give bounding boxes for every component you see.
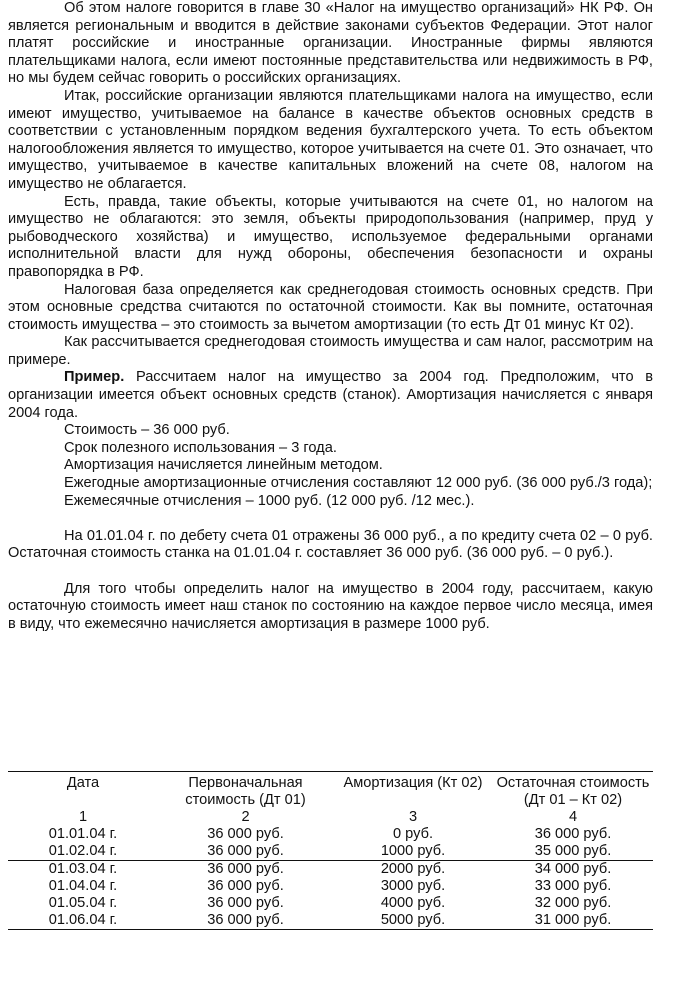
- table-row: [8, 861, 653, 879]
- cell-initial-cost: 36 000 руб.: [158, 912, 333, 930]
- example-label: Пример.: [64, 369, 125, 386]
- paragraph-exemptions: Есть, правда, такие объекты, которые учитываются на счете 01, но налогом на имущество не облагаются: это земля, объекты природопользования (например, пруд у рыбоводческого хозяйства) и имущество, используемое федеральными органами исполнительной власти для нужд обороны, обеспечения безопасности и охраны правопорядка в РФ.: [8, 193, 653, 280]
- cell-initial-cost: 36 000 руб.: [207, 878, 284, 894]
- document-body: [8, 0, 653, 633]
- cell-initial-cost: 36 000 руб.: [207, 843, 284, 859]
- spacer: [8, 510, 653, 528]
- depreciation-table: [8, 771, 653, 930]
- cell-depreciation: 4000 руб.: [380, 895, 446, 911]
- example-life-line: Срок полезного использования – 3 года.: [64, 439, 337, 456]
- paragraph-taxpayers: Итак, российские организации являются плательщиками налога на имущество, если имеют имущество, учитываемое на балансе в качестве объектов основных средств в соответствии с установленным порядком ведения бухгалтерского учета. То есть объектом налогообложения является то имущество, которое учитывается на счете 01. Это означает, что имущество, учитываемое в качестве капитальных вложений на счете 08, налогом на имущество не облагается.: [8, 87, 653, 192]
- cell-depreciation: 1000 руб.: [380, 843, 446, 859]
- cell-depreciation: 5000 руб.: [333, 912, 493, 930]
- paragraph-tax-base: Налоговая база определяется как среднегодовая стоимость основных средств. При этом основные средства считаются по остаточной стоимости. Как вы помните, остаточная стоимость имущества – это стоимость за вычетом амортизации (то есть Дт 01 минус Кт 02).: [8, 281, 653, 333]
- column-number: 4: [568, 809, 578, 825]
- cell-date: 01.05.04 г.: [48, 895, 118, 911]
- paragraph-opening-balance: На 01.01.04 г. по дебету счета 01 отражены 36 000 руб., а по кредиту счета 02 – 0 руб. Остаточная стоимость станка на 01.01.04 г. составляет 36 000 руб. (36 000 руб. – 0 руб.).: [8, 527, 653, 562]
- cell-date: 01.06.04 г.: [8, 912, 158, 930]
- table-row: [8, 843, 653, 861]
- column-number: 1: [78, 809, 88, 825]
- table-row: [8, 895, 653, 912]
- cell-depreciation: 0 руб.: [393, 826, 433, 842]
- cell-date: 01.01.04 г.: [48, 826, 118, 842]
- header-residual-value: Остаточная стоимость (Дт 01 – Кт 02): [493, 772, 653, 810]
- header-initial-cost: Первоначальная стоимость (Дт 01): [158, 772, 333, 810]
- example-text: Рассчитаем налог на имущество за 2004 год. Предположим, что в организации имеется объект основных средств (станок). Амортизация начисляется с января 2004 года.: [8, 369, 653, 421]
- paragraph-residual-method: Для того чтобы определить налог на имущество в 2004 году, рассчитаем, какую остаточную стоимость имеет наш станок по состоянию на каждое первое число месяца, имея в виду, что ежемесячно начисляется амортизация в размере 1000 руб.: [8, 580, 653, 632]
- spacer: [8, 563, 653, 581]
- example-annual-line: Ежегодные амортизационные отчисления составляют 12 000 руб. (36 000 руб./3 года);: [64, 475, 653, 492]
- table-row: [8, 826, 653, 843]
- paragraph-intro: Об этом налоге говорится в главе 30 «Налог на имущество организаций» НК РФ. Он является региональным и вводится в действие законами субъектов Федерации. Этот налог платят российские и иностранные организации. Иностранные фирмы являются плательщиками налога, если имеют постоянные представительства или недвижимость в РФ, но мы будем сейчас говорить о российских организациях.: [8, 0, 653, 87]
- cell-residual-value: 36 000 руб.: [534, 826, 612, 842]
- cell-residual-value: 32 000 руб.: [534, 895, 612, 911]
- cell-depreciation: 2000 руб.: [333, 861, 493, 879]
- cell-initial-cost: 36 000 руб.: [207, 895, 284, 911]
- header-date: Дата: [8, 772, 158, 810]
- cell-initial-cost: 36 000 руб.: [158, 861, 333, 879]
- cell-residual-value: 33 000 руб.: [534, 878, 612, 894]
- cell-residual-value: 31 000 руб.: [493, 912, 653, 930]
- cell-residual-value: 34 000 руб.: [493, 861, 653, 879]
- cell-depreciation: 3000 руб.: [380, 878, 446, 894]
- cell-initial-cost: 36 000 руб.: [207, 826, 284, 842]
- table-row: [8, 878, 653, 895]
- example-cost-line: Стоимость – 36 000 руб.: [64, 422, 230, 439]
- cell-date: 01.04.04 г.: [48, 878, 118, 894]
- header-depreciation: Амортизация (Кт 02): [333, 772, 493, 810]
- example-method-line: Амортизация начисляется линейным методом.: [64, 457, 383, 474]
- table-row: [8, 912, 653, 930]
- cell-date: 01.03.04 г.: [8, 861, 158, 879]
- cell-residual-value: 35 000 руб.: [534, 843, 612, 859]
- table-number-row: [8, 809, 653, 826]
- paragraph-example: [8, 369, 653, 422]
- column-number: 3: [408, 809, 418, 825]
- paragraph-calculation-intro: Как рассчитывается среднегодовая стоимость имущества и сам налог, рассмотрим на примере.: [8, 334, 653, 368]
- table-header-row: [8, 772, 653, 810]
- cell-date: 01.02.04 г.: [48, 843, 118, 859]
- column-number: 2: [241, 809, 250, 825]
- example-monthly-line: Ежемесячные отчисления – 1000 руб. (12 000 руб. /12 мес.).: [64, 492, 475, 509]
